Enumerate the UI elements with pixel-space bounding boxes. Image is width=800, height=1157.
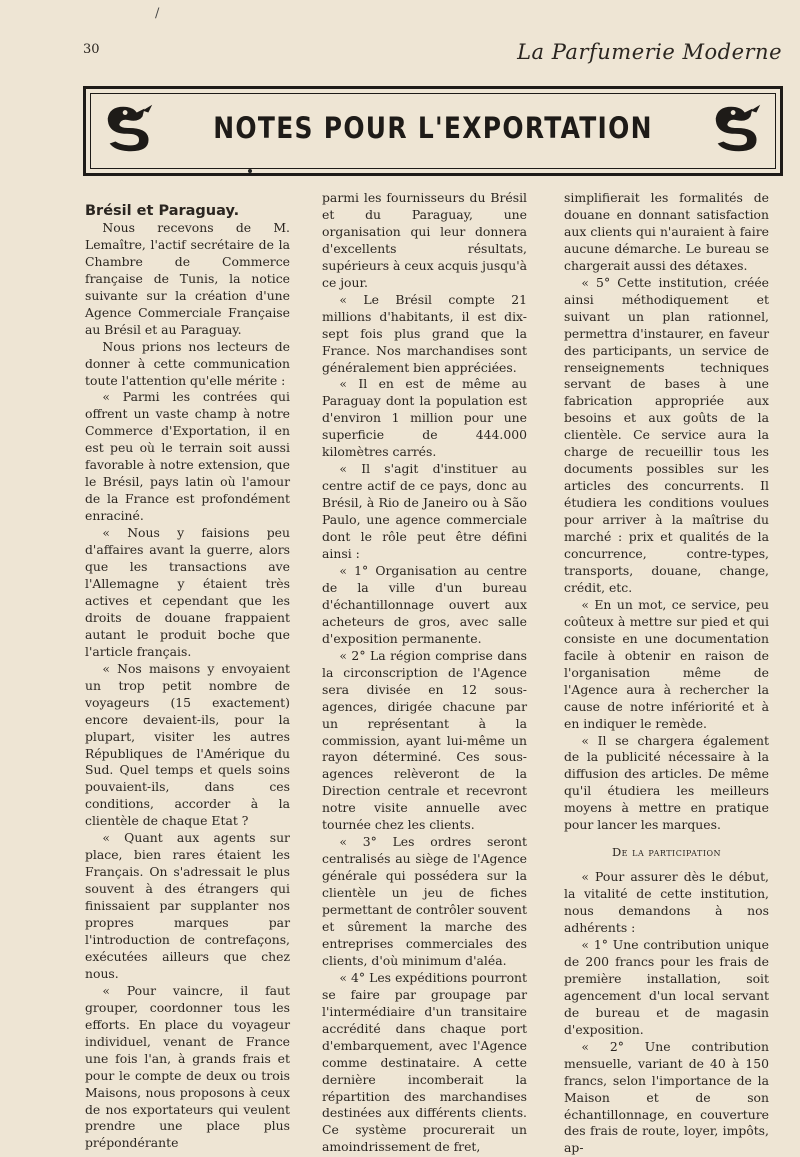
paragraph: « Pour vaincre, il faut grouper, coordonner tous les efforts. En place du voyageur individuel, venant de France une fois l'an, à grands frais et pour le compte de deux ou trois Maisons, nous proposons à ceux de nos exportateurs qui veulent prendre une place plus prépondérante — [85, 982, 290, 1151]
paragraph: « Il se chargera également de la publicité nécessaire à la diffusion des articles. De même qu'il étudiera les meilleurs moyens à mettre en pratique pour lancer les marques. — [564, 732, 769, 833]
paragraph: « 2° Une contribution mensuelle, variant de 40 à 150 francs, selon l'importance de la Maison et de son échantillonnage, en couverture des frais de route, loyer, impôts, ap- — [564, 1038, 769, 1156]
paragraph: « Nos maisons y envoyaient un trop petit nombre de voyageurs (15 exactement) encore devaient-ils, pour la plupart, visiter les autres Républiques de l'Amérique du Sud. Quel temps et quels soins pouvaient-ils, dans ces conditions, accorder à la clientèle de chaque Etat ? — [85, 660, 290, 829]
banner-title: NOTES POUR L'EXPORTATION — [213, 111, 653, 145]
paragraph: « Il en est de même au Paraguay dont la population est d'environ 1 million pour une superficie de 444.000 kilomètres carrés. — [322, 376, 527, 460]
article-column-3 — [564, 190, 769, 1157]
paragraph: simplifierait les formalités de douane en donnant satisfaction aux clients qui n'auraient à faire aucune démarche. Le bureau se chargerait aussi des détaxes. — [564, 190, 769, 273]
paragraph: « En un mot, ce service, peu coûteux à mettre sur pied et qui consiste en une documentation facile à obtenir en raison de l'organisation même de l'Agence aura à rechercher la cause de notre infériorité et à en indiquer le remède. — [564, 596, 769, 731]
journal-title: La Parfumerie Moderne — [517, 40, 782, 64]
paragraph: « 1° Une contribution unique de 200 francs pour les frais de première installation, soit agencement d'un local servant de bureau et de magasin d'exposition. — [564, 936, 769, 1037]
paragraph: « Nous y faisions peu d'affaires avant la guerre, alors que les transactions ave l'Allemagne y étaient très actives et cependant que les droits de douane frappaient autant le produit boche que l'article français. — [85, 525, 290, 659]
paragraph: « 1° Organisation au centre de la ville d'un bureau d'échantillonnage ouvert aux acheteurs de gros, avec salle d'exposition permanente. — [322, 562, 527, 646]
paragraph: Nous prions nos lecteurs de donner à cette communication toute l'attention qu'elle mérite : — [85, 338, 290, 388]
article-column-2 — [322, 190, 527, 1156]
ornament-dot — [248, 169, 252, 173]
paragraph: « Parmi les contrées qui offrent un vaste champ à notre Commerce d'Exportation, il en est peu où le terrain soit aussi favorable à notre extension, que le Brésil, pays latin où l'amour de la France est profondément enraciné. — [85, 389, 290, 524]
paragraph: « 2° La région comprise dans la circonscription de l'Agence sera divisée en 12 sous-agences, dirigée chacune par un représentant à la commission, ayant lui-même un rayon déterminé. Ces sous-agences relèveront de la Direction centrale et recevront notre visite annuelle avec tournée chez les clients. — [322, 647, 527, 833]
paragraph: « 5° Cette institution, créée ainsi méthodiquement et suivant un plan rationnel, permettra d'instaurer, en faveur des participants, un service de renseignements techniques servant de bases à une fabrication appropriée aux besoins et aux goûts de la clientèle. Ce service aura la charge de recueillir tous les documents possibles sur les articles des concurrents. Il étudiera les conditions voulues pour arriver à la maîtrise du marché : prix et qualités de la concurrence, contre-types, transports, douane, change, crédit, etc. — [564, 274, 769, 595]
paragraph: « Pour assurer dès le début, la vitalité de cette institution, nous demandons à nos adhérents : — [564, 869, 769, 936]
paragraph: « Quant aux agents sur place, bien rares étaient les Français. On s'adressait le plus souvent à des étrangers qui finissaient par supplanter nos propres marques par l'introduction de contrefaçons, exécutées ailleurs que chez nous. — [85, 830, 290, 981]
subheading: De la participation — [611, 845, 722, 860]
article-column-1 — [85, 203, 290, 1152]
paragraph: Nous recevons de M. Lemaître, l'actif secrétaire de la Chambre de Commerce française de Tunis, la notice suivante sur la création d'une Agence Commerciale Française au Brésil et au Paraguay. — [85, 219, 290, 337]
section-title: Brésil et Paraguay. — [85, 203, 240, 219]
paragraph: « 4° Les expéditions pourront se faire par groupage par l'intermédiaire d'un transitaire accrédité dans chaque port d'embarquement, avec l'Agence comme destinataire. A cette dernière incomberait la répartition des marchandises destinées aux différents clients. Ce système procurerait un amoindrissement de fret, — [322, 969, 527, 1155]
paragraph: parmi les fournisseurs du Brésil et du Paraguay, une organisation qui leur donnera d'excellents résultats, supérieurs à ceux acquis jusqu'à ce jour. — [322, 190, 527, 290]
paragraph: « Le Brésil compte 21 millions d'habitants, il est dix-sept fois plus grand que la France. Nos marchandises sont généralement bien appréciées. — [322, 291, 527, 375]
serpent-emblem-icon — [708, 99, 766, 157]
section-banner — [83, 86, 783, 176]
paragraph: « 3° Les ordres seront centralisés au siège de l'Agence générale qui possédera sur la clientèle un jeu de fiches permettant de contrôler souvent et sûrement la marche des entreprises commerciales des clients, d'où minimum d'aléa. — [322, 834, 527, 968]
paragraph: « Il s'agit d'instituer au centre actif de ce pays, donc au Brésil, à Rio de Janeiro ou à São Paulo, une agence commerciale dont le rôle peut être défini ainsi : — [322, 461, 527, 562]
margin-mark: / — [155, 6, 160, 21]
page-number: 30 — [83, 42, 100, 57]
